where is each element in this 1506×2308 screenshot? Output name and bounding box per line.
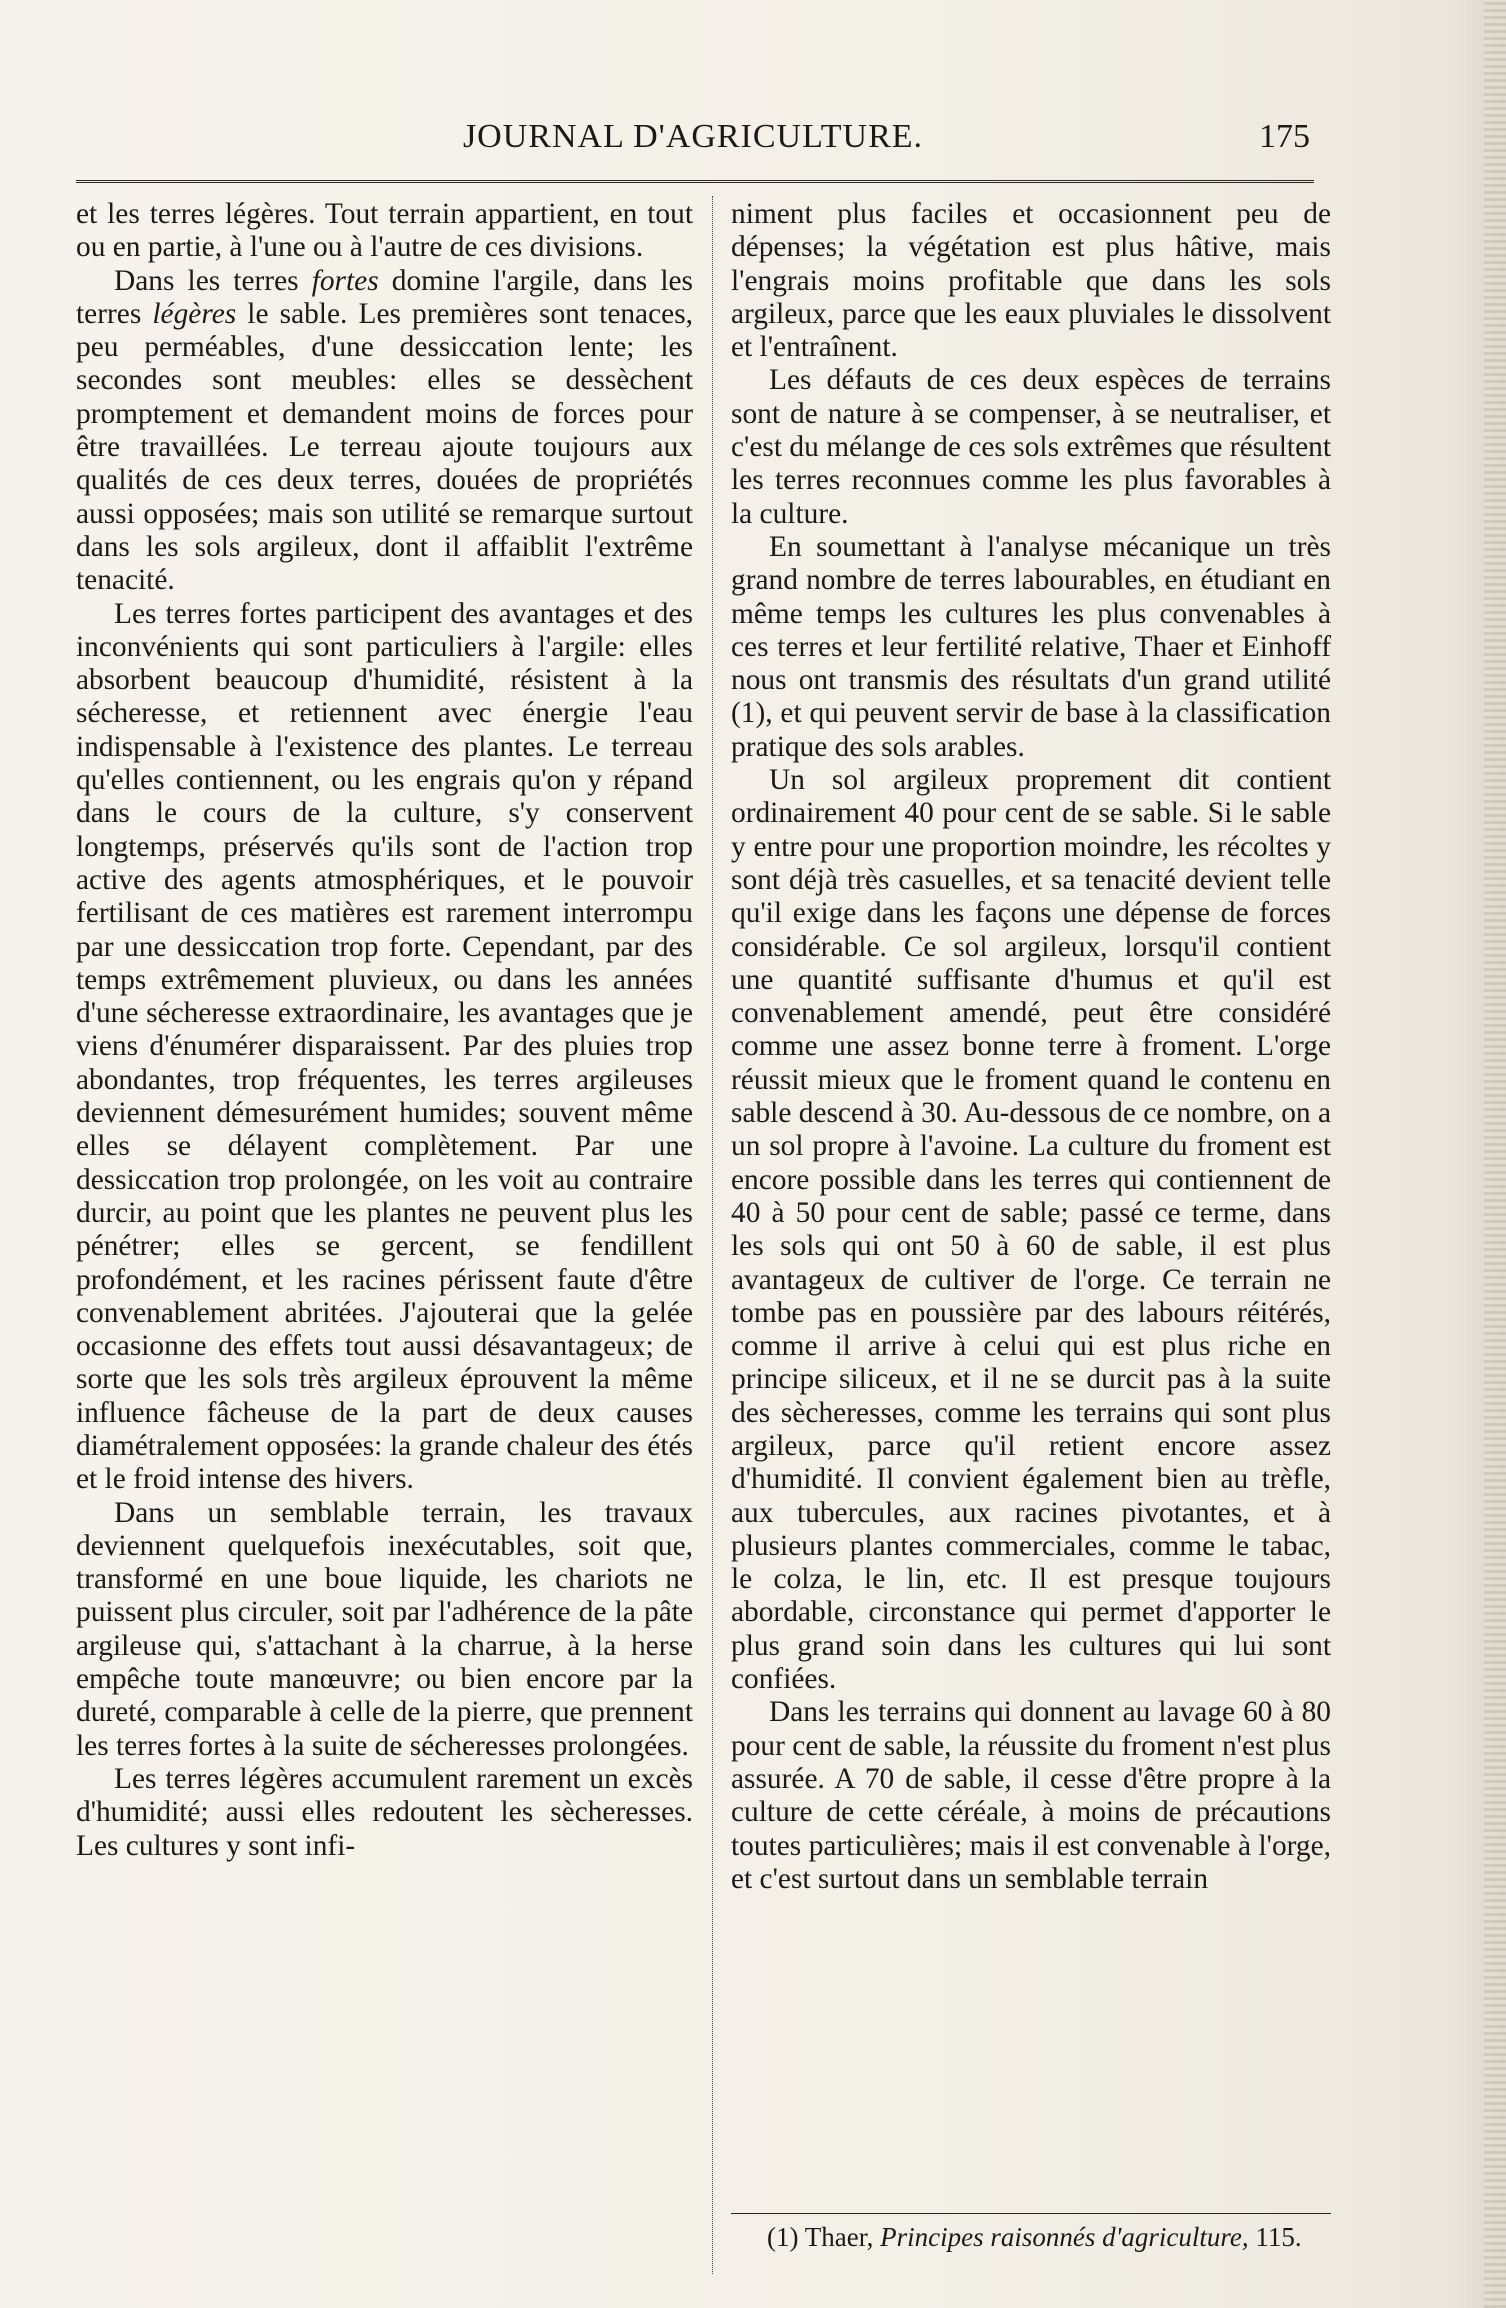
paragraph — [76, 265, 693, 598]
running-header — [76, 118, 1310, 168]
text-run: Dans les terres — [114, 264, 312, 297]
paragraph: En soumettant à l'analyse mécanique un très grand nombre de terres labourables, en étudiant en même temps les cultures les plus convenables à ces terres et leur fertilité relative, Thaer et Einhoff nous ont transmis des résultats d'un grand utilité (1), et qui peuvent servir de base à la classification pratique des sols arables. — [731, 530, 1331, 763]
column-separator — [712, 196, 713, 2274]
page-edge — [1484, 0, 1506, 2308]
paragraph: niment plus faciles et occasionnent peu de dépenses; la végétation est plus hâtive, mais l'engrais moins profitable que dans les sols argileux, parce que les eaux pluviales le dissolvent et l'entraînent. — [731, 198, 1331, 364]
italic-term: légères — [152, 297, 237, 330]
left-column — [76, 198, 693, 1863]
footnote-rule — [731, 2213, 1331, 2214]
footnote-work-title: Principes raisonnés d'agriculture, — [880, 2222, 1249, 2252]
paragraph: Les défauts de ces deux espèces de terrains sont de nature à se compenser, à se neutraliser, et c'est du mélange de ces sols extrêmes que résultent les terres reconnues comme les plus favorables à la culture. — [731, 364, 1331, 530]
paragraph: Un sol argileux proprement dit contient ordinairement 40 pour cent de se sable. Si le sable y entre pour une proportion moindre, les récoltes y sont déjà très casuelles, et sa tenacité devient telle qu'il exige dans les façons une dépense de forces considérable. Ce sol argileux, lorsqu'il contient une quantité suffisante d'humus et qu'il est convenablement amendé, peut être considéré comme une assez bonne terre à froment. L'orge réussit mieux que le froment quand le contenu en sable descend à 30. Au-dessous de ce nombre, on a un sol propre à l'avoine. La culture du froment est encore possible dans les terres qui contiennent de 40 à 50 pour cent de sable; passé ce terme, dans les sols qui ont 50 à 60 de sable, il est plus avantageux de cultiver de l'orge. Ce terrain ne tombe pas en poussière par des labours réitérés, comme il arrive à celui qui est plus riche en principe siliceux, et il ne se durcit pas à la suite des sècheresses, comme les terrains qui sont plus argileux, parce qu'il retient encore assez d'humidité. Il convient également bien au trèfle, aux tubercules, aux racines pivotantes, et à plusieurs plantes commerciales, comme le tabac, le colza, le lin, etc. Il est presque toujours abordable, circonstance qui permet d'apporter le plus grand soin dans les cultures qui lui sont confiées. — [731, 764, 1331, 1696]
paragraph: Les terres fortes participent des avantages et des inconvénients qui sont particuliers à l'argile: elles absorbent beaucoup d'humidité, résistent à la sécheresse, et retiennent avec énergie l'eau indispensable à l'existence des plantes. Le terreau qu'elles contiennent, ou les engrais qu'on y répand dans le cours de la culture, s'y conservent longtemps, préservés qu'ils sont de l'action trop active des agents atmosphériques, et le pouvoir fertilisant de ces matières est rarement interrompu par une dessiccation trop forte. Cependant, par des temps extrêmement pluvieux, ou dans les années d'une sécheresse extraordinaire, les avantages que je viens d'énumérer disparaissent. Par des pluies trop abondantes, trop fréquentes, les terres argileuses deviennent démesurément humides; souvent même elles se délayent complètement. Par une dessiccation trop prolongée, on les voit au contraire durcir, au point que les plantes ne peuvent plus les pénétrer; elles se gercent, se fendillent profondément, et les racines périssent faute d'être convenablement abritées. J'ajouterai que la gelée occasionne des effets tout aussi désavantageux; de sorte que les sols très argileux éprouvent la même influence fâcheuse de la part de deux causes diamétralement opposées: la grande chaleur des étés et le froid intense des hivers. — [76, 597, 693, 1496]
footnote-text: 115. — [1248, 2222, 1302, 2252]
italic-term: fortes — [311, 264, 379, 297]
paragraph: Dans les terrains qui donnent au lavage 60 à 80 pour cent de sable, la réussite du froment n'est plus assurée. A 70 de sable, il cesse d'être propre à la culture de cette céréale, à moins de précautions toutes particulières; mais il est convenable à l'orge, et c'est surtout dans un semblable terrain — [731, 1696, 1331, 1895]
text-run: domine l'argile, dans les terres — [76, 264, 693, 330]
right-column — [731, 198, 1331, 1896]
paragraph: Dans un semblable terrain, les travaux deviennent quelquefois inexécutables, soit que, transformé en une boue liquide, les chariots ne puissent plus circuler, soit par l'adhérence de la pâte argileuse qui, s'attachant à la charrue, à la herse empêche toute manœuvre; ou bien encore par la dureté, comparable à celle de la pierre, que prennent les terres fortes à la suite de sécheresses prolongées. — [76, 1496, 693, 1762]
header-rule — [76, 180, 1314, 183]
page-number: 175 — [1259, 118, 1310, 155]
footnote — [731, 2222, 1331, 2253]
paragraph: et les terres légères. Tout terrain appartient, en tout ou en partie, à l'une ou à l'autre de ces divisions. — [76, 198, 693, 264]
footnote-text: (1) Thaer, — [767, 2222, 881, 2252]
text-run: le sable. Les premières sont tenaces, peu perméables, d'une dessiccation lente; les secondes sont meubles: elles se dessèchent promptement et demandent moins de forces pour être travaillées. Le terreau ajoute toujours aux qualités de ces deux terres, douées de propriétés aussi opposées; mais son utilité se remarque surtout dans les sols argileux, dont il affaiblit l'extrême tenacité. — [76, 297, 693, 597]
journal-title: JOURNAL D'AGRICULTURE. — [462, 118, 924, 155]
paragraph: Les terres légères accumulent rarement un excès d'humidité; aussi elles redoutent les sècheresses. Les cultures y sont infi- — [76, 1762, 693, 1862]
